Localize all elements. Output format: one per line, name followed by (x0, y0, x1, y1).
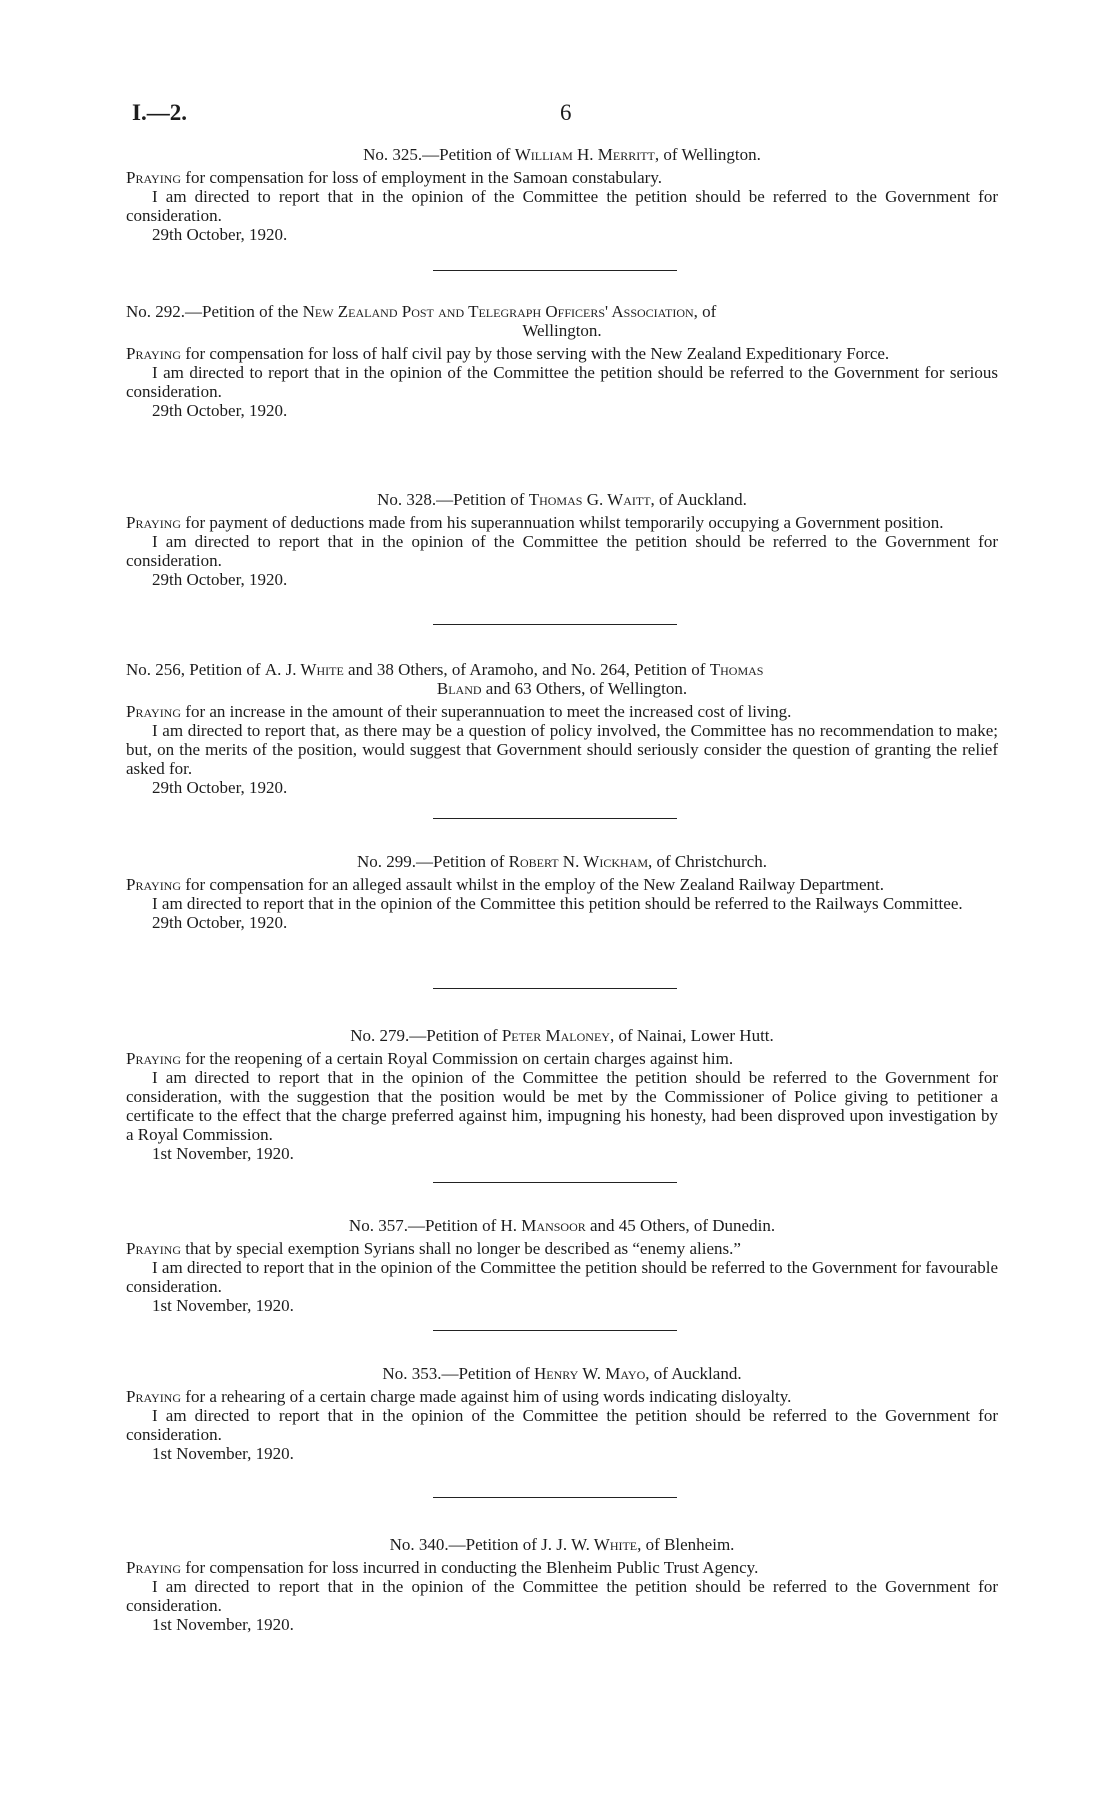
report-paragraph: I am directed to report that in the opinion of the Committee the petition should be referred to the Government for consideration. (126, 187, 998, 225)
report-paragraph: I am directed to report that in the opinion of the Committee the petition should be referred to the Government for consideration. (126, 1406, 998, 1444)
petitioner-name: Robert N. Wickham (508, 852, 648, 871)
petition-date: 1st November, 1920. (152, 1444, 294, 1463)
praying-paragraph: Praying for a rehearing of a certain charge made against him of using words indicating disloyalty. (126, 1387, 792, 1406)
praying-paragraph: Praying for compensation for loss of employment in the Samoan constabulary. (126, 168, 662, 187)
petitioner-name: Thomas G. Waitt (528, 490, 651, 509)
report-paragraph: I am directed to report that in the opinion of the Committee the petition should be referred to the Government for consideration, with the suggestion that the position would be met by the Commissioner of Police giving to petitioner a certificate to the effect that the charge preferred against him, impugning his honesty, had been disproved upon investigation by a Royal Commission. (126, 1068, 998, 1144)
petition-title: No. 279.—Petition of Peter Maloney, of Nainai, Lower Hutt. (350, 1026, 774, 1045)
section-divider (433, 988, 677, 989)
paper-reference: I.—2. (132, 100, 187, 125)
section-divider (433, 1330, 677, 1331)
petition-date: 29th October, 1920. (152, 913, 288, 932)
petition-entry (126, 1216, 998, 1315)
report-paragraph: I am directed to report that in the opinion of the Committee this petition should be referred to the Railways Committee. (152, 894, 963, 913)
section-divider (433, 624, 677, 625)
petitioner-name: H. Mansoor (500, 1216, 586, 1235)
report-paragraph: I am directed to report that, as there may be a question of policy involved, the Committee has no recommendation to make; but, on the merits of the position, would suggest that Government should seriously consider the question of granting the relief asked for. (126, 721, 998, 778)
petition-date: 29th October, 1920. (152, 778, 288, 797)
petition-entry (126, 1535, 998, 1634)
report-paragraph: I am directed to report that in the opinion of the Committee the petition should be referred to the Government for serious consideration. (126, 363, 998, 401)
section-divider (433, 270, 677, 271)
section-divider (433, 818, 677, 819)
petition-date: 29th October, 1920. (152, 570, 288, 589)
praying-paragraph: Praying for compensation for an alleged assault whilst in the employ of the New Zealand Railway Department. (126, 875, 884, 894)
petitioner-name: J. J. W. White (541, 1535, 638, 1554)
petitioner-name: Henry W. Mayo (534, 1364, 646, 1383)
petition-date: 29th October, 1920. (152, 225, 288, 244)
petition-title: No. 256, Petition of A. J. White and 38 Others, of Aramoho, and No. 264, Petition of Thomas Bland and 63 Others, of Wellington. (126, 660, 764, 698)
petition-title: No. 328.—Petition of Thomas G. Waitt, of Auckland. (377, 490, 747, 509)
petition-entry (126, 660, 998, 797)
petition-title: No. 325.—Petition of William H. Merritt, of Wellington. (363, 145, 761, 164)
report-paragraph: I am directed to report that in the opinion of the Committee the petition should be referred to the Government for favourable consideration. (126, 1258, 998, 1296)
petitioner-name: William H. Merritt (514, 145, 655, 164)
section-divider (433, 1497, 677, 1498)
petition-date: 1st November, 1920. (152, 1615, 294, 1634)
page-number: 6 (560, 100, 572, 125)
report-paragraph: I am directed to report that in the opinion of the Committee the petition should be referred to the Government for consideration. (126, 1577, 998, 1615)
praying-paragraph: Praying for an increase in the amount of their superannuation to meet the increased cost of living. (126, 702, 792, 721)
petition-title: No. 292.—Petition of the New Zealand Post and Telegraph Officers' Association, of Wellington. (126, 302, 717, 340)
praying-paragraph: Praying for payment of deductions made from his superannuation whilst temporarily occupying a Government position. (126, 513, 944, 532)
petitioner-name: Peter Maloney (501, 1026, 610, 1045)
petition-date: 1st November, 1920. (152, 1144, 294, 1163)
petition-title: No. 299.—Petition of Robert N. Wickham, of Christchurch. (357, 852, 767, 871)
section-divider (433, 1182, 677, 1183)
petition-date: 29th October, 1920. (152, 401, 288, 420)
petitioner-name: Thomas (709, 660, 764, 679)
praying-paragraph: Praying that by special exemption Syrians shall no longer be described as “enemy aliens.” (126, 1239, 741, 1258)
petition-entry (126, 490, 998, 589)
petitioner-name: A. J. White (264, 660, 344, 679)
petition-entry (126, 1026, 998, 1163)
petition-title: No. 353.—Petition of Henry W. Mayo, of Auckland. (382, 1364, 742, 1383)
praying-paragraph: Praying for the reopening of a certain Royal Commission on certain charges against him. (126, 1049, 734, 1068)
petition-entry (126, 1364, 998, 1463)
petition-entry (126, 145, 998, 244)
petition-entry (126, 302, 998, 420)
petition-title: No. 340.—Petition of J. J. W. White, of Blenheim. (389, 1535, 735, 1554)
petition-date: 1st November, 1920. (152, 1296, 294, 1315)
petitioner-name: New Zealand Post and Telegraph Officers' Association (302, 302, 694, 321)
report-paragraph: I am directed to report that in the opinion of the Committee the petition should be referred to the Government for consideration. (126, 532, 998, 570)
praying-paragraph: Praying for compensation for loss of half civil pay by those serving with the New Zealand Expeditionary Force. (126, 344, 890, 363)
petition-title: No. 357.—Petition of H. Mansoor and 45 Others, of Dunedin. (348, 1216, 776, 1235)
petition-entry (126, 852, 998, 932)
praying-paragraph: Praying for compensation for loss incurred in conducting the Blenheim Public Trust Agency. (126, 1558, 759, 1577)
